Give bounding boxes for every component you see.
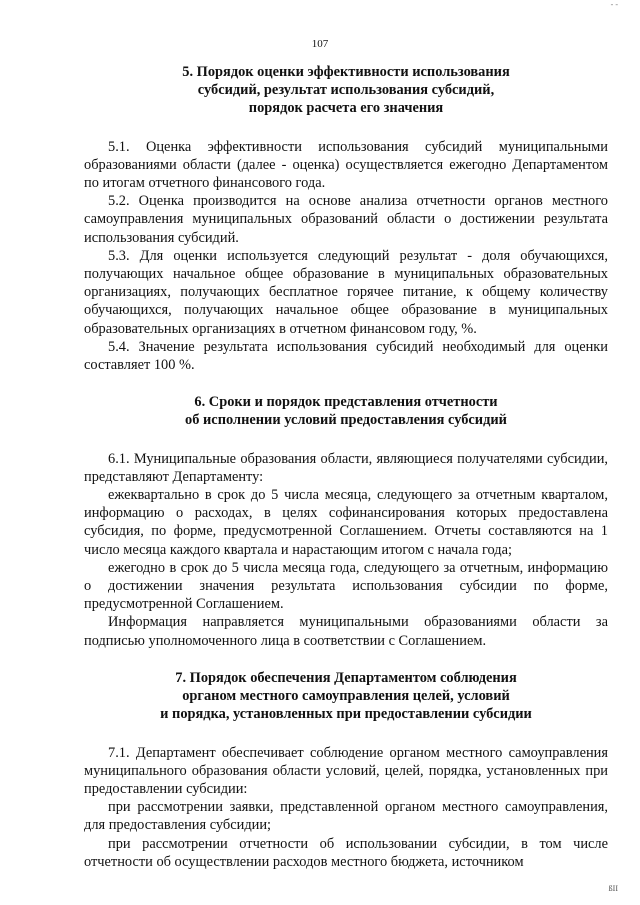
heading-line: субсидий, результат использования субсидий, xyxy=(197,82,495,99)
heading-line: об исполнении условий предоставления субсидий xyxy=(185,412,507,429)
paragraph-6-quarterly: ежеквартально в срок до 5 числа месяца, следующего за отчетным кварталом, информацию о расходах, в целях софинансирования которых предоставлена субсидия, по форме, предусмотренной Соглашением. Отчеты составляются на 1 число месяца каждого квартала и нарастающим итогом с начала года; xyxy=(84,487,608,558)
heading-line: органом местного самоуправления целей, условий xyxy=(182,688,510,705)
heading-line: 5. Порядок оценки эффективности использования xyxy=(182,64,510,80)
paragraph-7-application: при рассмотрении заявки, представленной органом местного самоуправления, для предоставления субсидии; xyxy=(84,799,608,834)
section-5-heading xyxy=(84,63,608,118)
paragraph-6-info: Информация направляется муниципальными образованиями области за подписью уполномоченного лица в соответствии с Соглашением. xyxy=(84,614,608,649)
section-7-heading xyxy=(84,669,608,724)
heading-line: и порядка, установленных при предоставлении субсидии xyxy=(160,706,532,723)
document-body xyxy=(84,63,608,871)
paragraph-6-annual: ежегодно в срок до 5 числа месяца года, следующего за отчетным, информацию о достижении значения результата использования субсидии по форме, предусмотренной Соглашением. xyxy=(84,559,608,613)
paragraph-5-3: 5.3. Для оценки используется следующий результат - доля обучающихся, получающих начальное общее образование в муниципальных образовательных организациях, получающих бесплатное горячее питание, к общему количеству обучающихся, получающих начальное общее образование в муниципальных образовательных организациях в отчетном финансовом году, %. xyxy=(84,247,608,337)
heading-line: порядок расчета его значения xyxy=(248,100,444,117)
paragraph-5-4: 5.4. Значение результата использования субсидий необходимый для оценки составляет 100 %. xyxy=(84,338,608,374)
bottom-corner-mark: ßΙΙ xyxy=(608,884,618,893)
heading-line: 6. Сроки и порядок представления отчетности xyxy=(194,394,498,411)
page-number: 107 xyxy=(311,38,329,50)
paragraph-7-1: 7.1. Департамент обеспечивает соблюдение органом местного самоуправления муниципального образования области условий, целей, порядка, установленных при предоставлении субсидии: xyxy=(84,744,608,797)
paragraph-6-1: 6.1. Муниципальные образования области, являющиеся получателями субсидии, представляют Департаменту: xyxy=(84,450,608,485)
top-corner-mark: - - xyxy=(610,0,618,9)
section-6-heading xyxy=(84,393,608,429)
paragraph-7-reporting: при рассмотрении отчетности об использовании субсидии, в том числе отчетности об осуществлении расходов местного бюджета, источником xyxy=(84,835,608,870)
paragraph-5-2: 5.2. Оценка производится на основе анализа отчетности органов местного самоуправления муниципальных образований области о достижении результата использования субсидий. xyxy=(84,193,608,246)
heading-line: 7. Порядок обеспечения Департаментом соблюдения xyxy=(175,669,517,686)
paragraph-5-1: 5.1. Оценка эффективности использования субсидий муниципальными образованиями области (далее - оценка) осуществляется ежегодно Департаментом по итогам отчетного финансового года. xyxy=(84,138,608,192)
